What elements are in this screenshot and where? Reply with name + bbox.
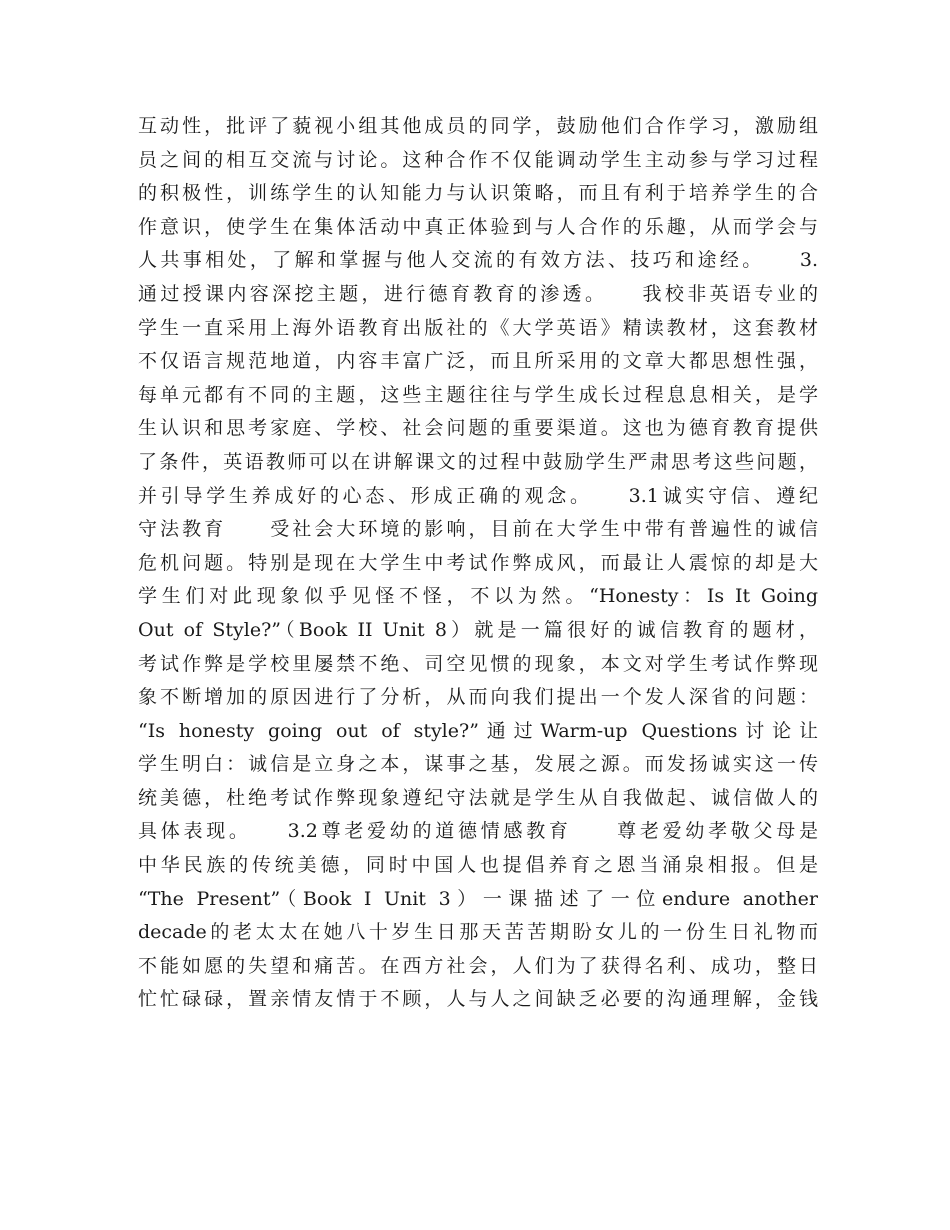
text-line: 每单元都有不同的主题，这些主题往往与学生成长过程息息相关，是学 — [138, 383, 818, 406]
text-line: 危机问题。特别是现在大学生中考试作弊成风，而最让人震惊的却是大 — [138, 551, 818, 574]
text-line: 了条件，英语教师可以在讲解课文的过程中鼓励学生严肃思考这些问题， — [138, 450, 818, 473]
text-line: 守法教育 受社会大环境的影响，目前在大学生中带有普遍性的诚信 — [138, 518, 818, 541]
text-line: 学生一直采用上海外语教育出版社的《大学英语》精读教材，这套教材 — [138, 316, 818, 339]
text-line: “The Present”（Book I Unit 3）一课描述了一位endure another — [138, 887, 818, 910]
text-line: “Is honesty going out of style?”通过Warm-up Questions讨论让 — [138, 719, 818, 742]
text-line: 并引导学生养成好的心态、形成正确的观念。 3.1诚实守信、遵纪 — [138, 484, 818, 507]
text-line: 通过授课内容深挖主题，进行德育教育的渗透。 我校非英语专业的 — [138, 282, 818, 305]
text-line: 统美德，杜绝考试作弊现象遵纪守法就是学生从自我做起、诚信做人的 — [138, 786, 818, 809]
text-line: 忙忙碌碌，置亲情友情于不顾，人与人之间缺乏必要的沟通理解，金钱 — [138, 988, 818, 1011]
text-line: 生认识和思考家庭、学校、社会问题的重要渠道。这也为德育教育提供 — [138, 417, 818, 440]
text-line: 不仅语言规范地道，内容丰富广泛，而且所采用的文章大都思想性强， — [138, 350, 818, 373]
text-line: 的积极性，训练学生的认知能力与认识策略，而且有利于培养学生的合 — [138, 182, 818, 205]
body-text — [138, 110, 818, 1017]
text-line: 作意识，使学生在集体活动中真正体验到与人合作的乐趣，从而学会与 — [138, 215, 818, 238]
text-line: 学生们对此现象似乎见怪不怪，不以为然。“Honesty：Is It Going — [138, 585, 818, 608]
text-line: 中华民族的传统美德，同时中国人也提倡养育之恩当涌泉相报。但是 — [138, 854, 818, 877]
text-line: 具体表现。 3.2尊老爱幼的道德情感教育 尊老爱幼孝敬父母是 — [138, 820, 818, 843]
text-line: 互动性，批评了藐视小组其他成员的同学，鼓励他们合作学习，激励组 — [138, 115, 818, 137]
text-line: Out of Style?”（Book II Unit 8）就是一篇很好的诚信教育的题材， — [138, 618, 818, 641]
text-line: 学生明白：诚信是立身之本，谋事之基，发展之源。而发扬诚实这一传 — [138, 753, 818, 776]
text-line: 象不断增加的原因进行了分析，从而向我们提出一个发人深省的问题： — [138, 686, 818, 709]
text-line: 人共事相处，了解和掌握与他人交流的有效方法、技巧和途经。 3. — [138, 249, 818, 272]
text-line: 员之间的相互交流与讨论。这种合作不仅能调动学生主动参与学习过程 — [138, 148, 818, 171]
text-line: decade的老太太在她八十岁生日那天苦苦期盼女儿的一份生日礼物而 — [138, 921, 818, 944]
text-line: 考试作弊是学校里屡禁不绝、司空见惯的现象，本文对学生考试作弊现 — [138, 652, 818, 675]
text-line: 不能如愿的失望和痛苦。在西方社会，人们为了获得名利、成功，整日 — [138, 954, 818, 977]
